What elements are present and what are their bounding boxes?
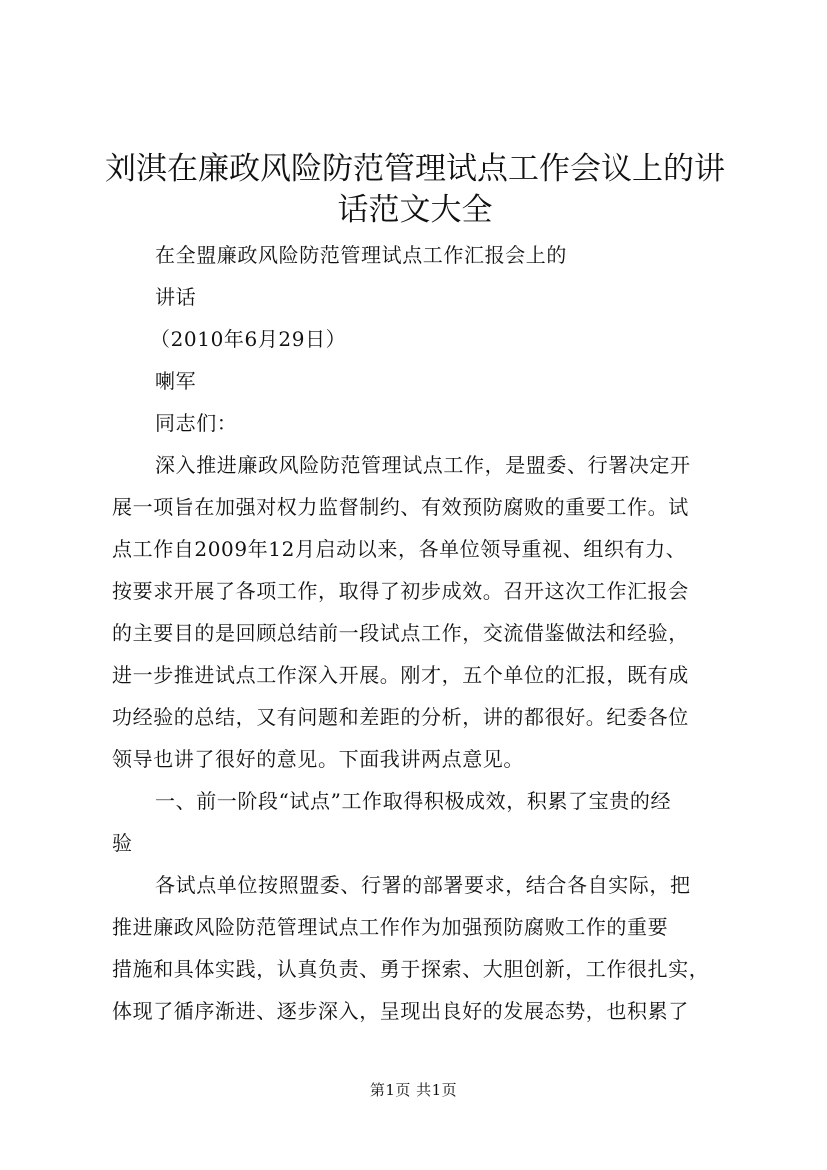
paragraph-1-line-2: 展一项旨在加强对权力监督制约、有效预防腐败的重要工作。试 (112, 495, 689, 519)
paragraph-1-line-1: 深入推进廉政风险防范管理试点工作，是盟委、行署决定开 (155, 453, 691, 477)
paragraph-1-line-3: 点工作自2009年12月启动以来，各单位领导重视、组织有力、 (112, 537, 687, 561)
paragraph-2-line-4: 体现了循序渐进、逐步深入，呈现出良好的发展态势，也积累了 (112, 999, 689, 1023)
section-heading-line-1: 一、前一阶段“试点”工作取得积极成效，积累了宝贵的经 (155, 789, 672, 813)
paragraph-2-line-3: 措施和具体实践，认真负责、勇于探索、大胆创新，工作很扎实， (112, 957, 710, 981)
section-heading-line-2: 验 (112, 831, 133, 855)
salutation: 同志们： (155, 411, 238, 435)
paragraph-1-line-5: 的主要目的是回顾总结前一段试点工作，交流借鉴做法和经验， (112, 621, 689, 645)
paragraph-2-line-2: 推进廉政风险防范管理试点工作作为加强预防腐败工作的重要 (112, 915, 669, 939)
paragraph-1-line-6: 进一步推进试点工作深入开展。刚才，五个单位的汇报，既有成 (112, 663, 689, 687)
paragraph-1-line-7: 功经验的总结，又有问题和差距的分析，讲的都很好。纪委各位 (112, 705, 689, 729)
page-footer: 第1页 共1页 (369, 1081, 458, 1099)
subtitle-line-1: 在全盟廉政风险防范管理试点工作汇报会上的 (155, 243, 567, 267)
speaker-name: 喇军 (155, 369, 197, 393)
document-title-line-1: 刘淇在廉政风险防范管理试点工作会议上的讲 (105, 151, 725, 187)
paragraph-1-line-8: 领导也讲了很好的意见。下面我讲两点意见。 (112, 747, 524, 771)
speech-date: （2010年6月29日） (150, 327, 347, 351)
subtitle-line-2: 讲话 (155, 285, 197, 309)
document-title-line-2: 话范文大全 (337, 192, 493, 228)
paragraph-2-line-1: 各试点单位按照盟委、行署的部署要求，结合各自实际，把 (155, 873, 691, 897)
paragraph-1-line-4: 按要求开展了各项工作，取得了初步成效。召开这次工作汇报会 (112, 579, 689, 603)
